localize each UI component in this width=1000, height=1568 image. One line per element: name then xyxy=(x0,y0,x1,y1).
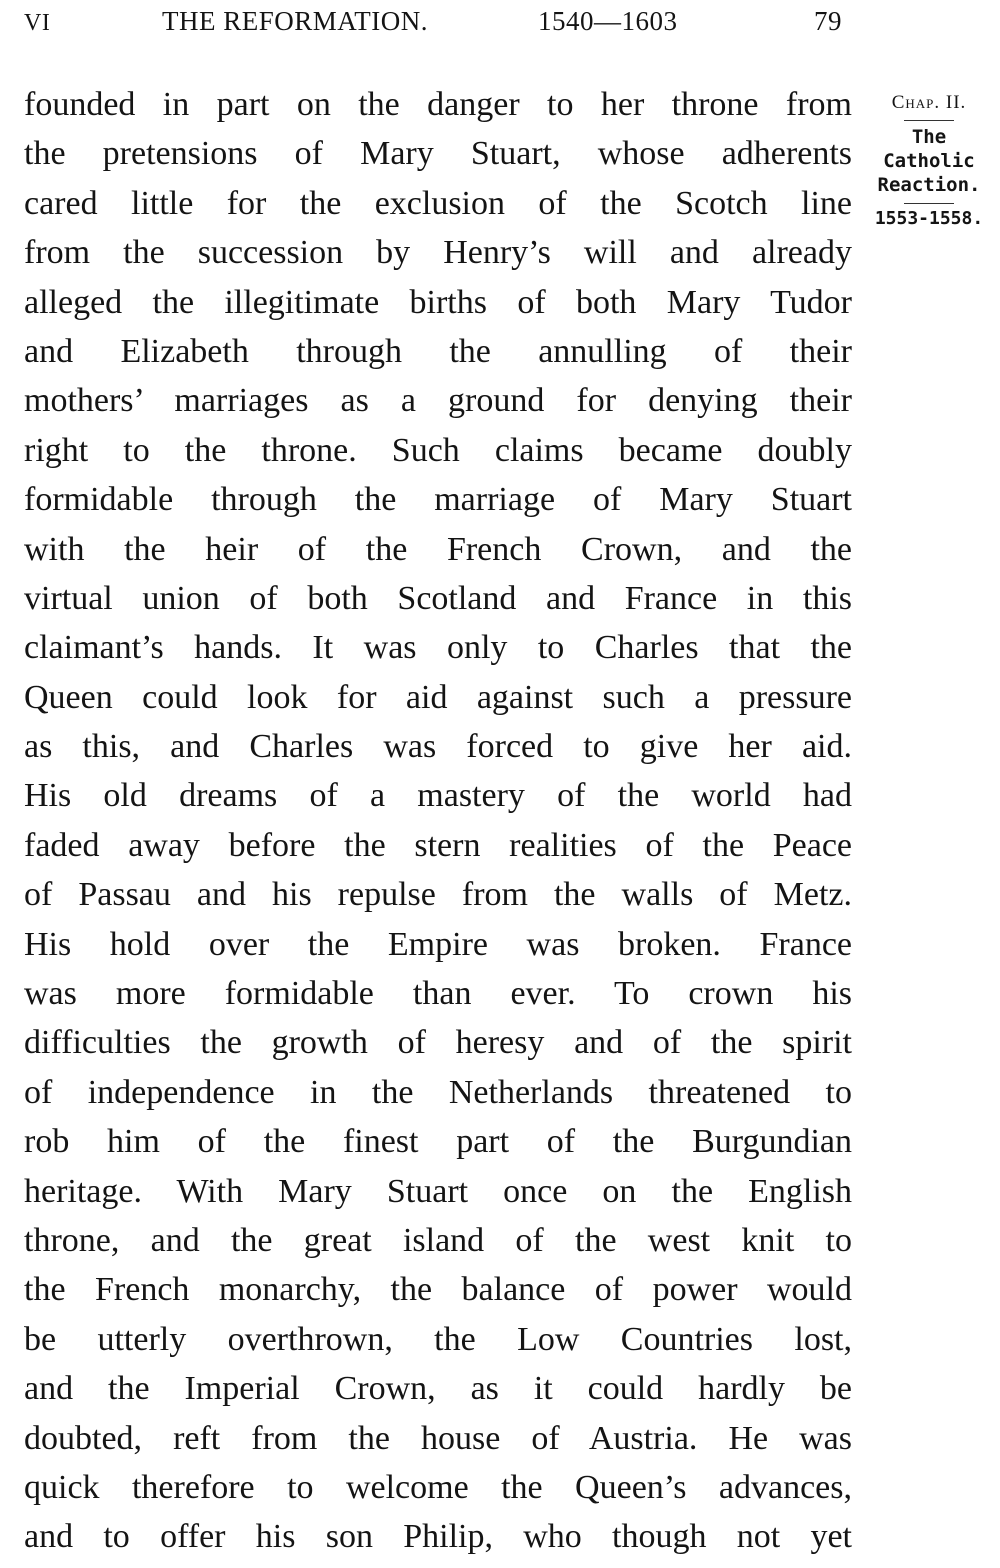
text-line: right to the throne. Such claims became doubly xyxy=(24,431,852,469)
text-line: and Elizabeth through the annulling of their xyxy=(24,332,852,370)
divider xyxy=(904,203,954,204)
text-line: of independence in the Netherlands threatened to xyxy=(24,1073,852,1111)
divider xyxy=(904,120,954,121)
text-line: Queen could look for aid against such a pressure xyxy=(24,678,852,716)
text-line: difficulties the growth of heresy and of the spirit xyxy=(24,1024,852,1062)
text-line: was more formidable than ever. To crown his xyxy=(24,975,852,1013)
body-text xyxy=(24,80,852,1562)
section-heading-line: The xyxy=(911,126,947,148)
text-line: His old dreams of a mastery of the world had xyxy=(24,777,852,815)
text-line: claimant’s hands. It was only to Charles that the xyxy=(24,629,852,667)
text-line: with the heir of the French Crown, and the xyxy=(24,530,852,568)
text-line: faded away before the stern realities of the Peace xyxy=(24,826,852,864)
text-line: quick therefore to welcome the Queen’s advances, xyxy=(24,1468,852,1506)
margin-dates: 1553-1558. xyxy=(874,208,984,229)
text-line: rob him of the finest part of the Burgundian xyxy=(24,1123,852,1161)
text-line: founded in part on the danger to her throne from xyxy=(24,86,852,123)
text-line: throne, and the great island of the west knit to xyxy=(24,1221,852,1259)
text-line: and to offer his son Philip, who though not yet xyxy=(24,1518,852,1556)
text-line: His hold over the Empire was broken. France xyxy=(24,925,852,963)
period-dates: 1540—1603 xyxy=(538,6,678,36)
text-line: formidable through the marriage of Mary Stuart xyxy=(24,481,852,519)
text-line: heritage. With Mary Stuart once on the English xyxy=(24,1172,852,1210)
page-number: 79 xyxy=(814,6,842,36)
section-heading-line: Reaction. xyxy=(877,174,981,196)
chapter-label: Chap. II. xyxy=(891,92,967,113)
text-line: of Passau and his repulse from the walls of Metz. xyxy=(24,876,852,914)
text-line: alleged the illegitimate births of both Mary Tudor xyxy=(24,283,852,321)
margin-note xyxy=(866,92,992,229)
text-line: as this, and Charles was forced to give her aid. xyxy=(24,728,852,766)
text-line: and the Imperial Crown, as it could hardly be xyxy=(24,1370,852,1408)
running-head xyxy=(0,6,1000,46)
text-line: cared little for the exclusion of the Scotch line xyxy=(24,184,852,222)
text-line: the pretensions of Mary Stuart, whose adherents xyxy=(24,135,852,173)
section-heading-line: Catholic xyxy=(883,150,975,172)
text-line: mothers’ marriages as a ground for denying their xyxy=(24,382,852,420)
text-line: from the succession by Henry’s will and already xyxy=(24,234,852,272)
text-line: virtual union of both Scotland and France in this xyxy=(24,579,852,617)
section-number: VI xyxy=(24,10,51,36)
text-line: be utterly overthrown, the Low Countries lost, xyxy=(24,1320,852,1358)
book-title: THE REFORMATION. xyxy=(162,6,429,36)
text-line: the French monarchy, the balance of power would xyxy=(24,1271,852,1309)
text-line: doubted, reft from the house of Austria. He was xyxy=(24,1419,852,1457)
section-heading xyxy=(866,125,992,197)
